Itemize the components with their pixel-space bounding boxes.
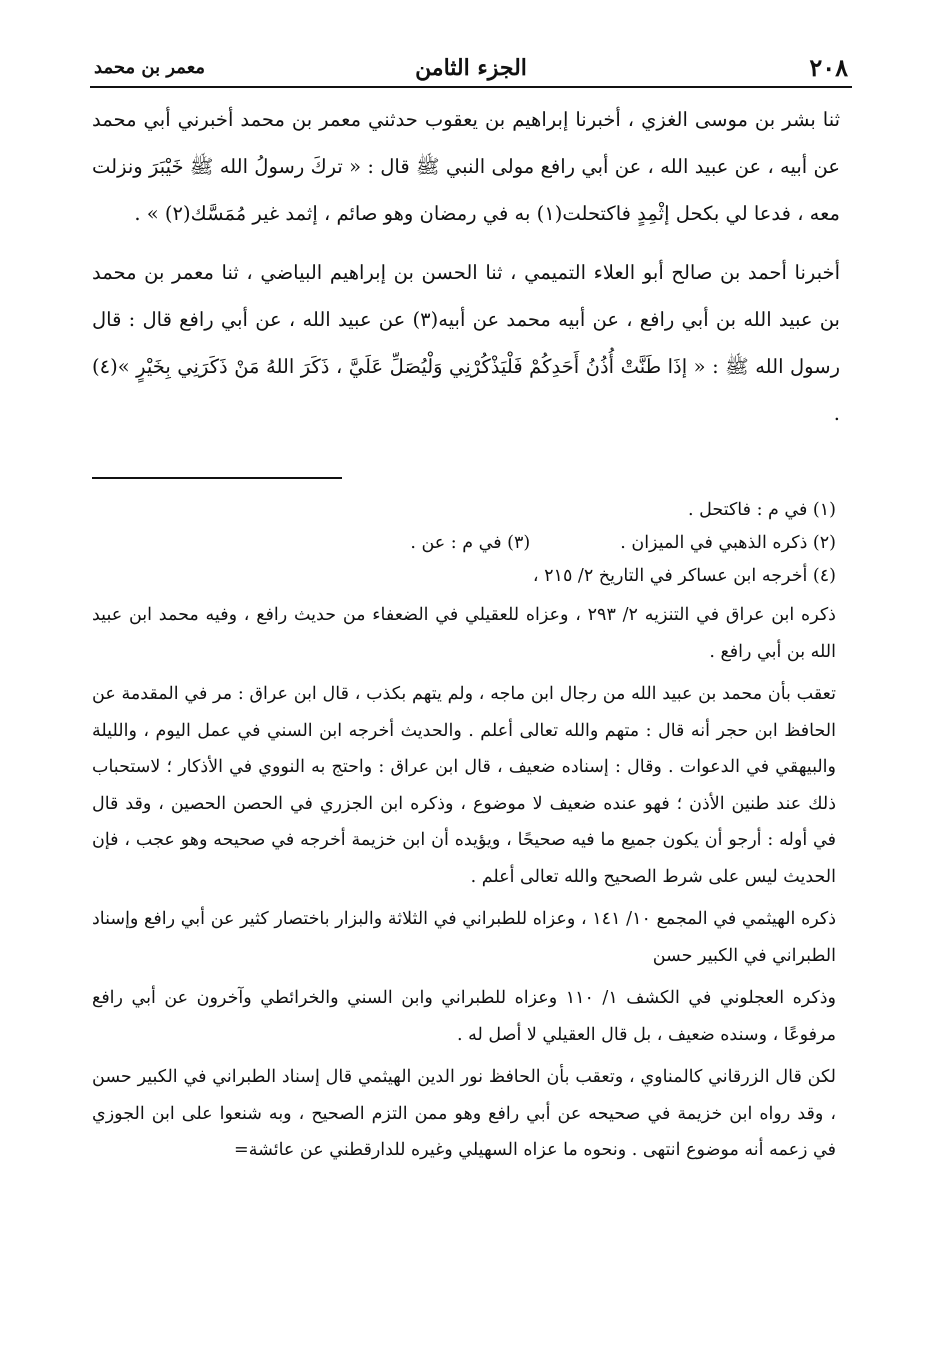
footnote-2: (٢) ذكره الذهبي في الميزان . [620,533,836,553]
footnote-1: (١) في م : فاكتحل . [688,500,836,520]
running-author: معمر بن محمد [94,57,206,78]
main-text [92,96,840,449]
footnote-row-2-3 [92,527,836,560]
part-title: الجزء الثامن [415,55,527,81]
running-header [90,50,852,88]
hadith-paragraph-2: أخبرنا أحمد بن صالح أبو العلاء التميمي ، ثنا الحسن بن إبراهيم البياضي ، ثنا معمر بن محمد بن عبيد الله بن أبي رافع ، عن أبيه محمد عن أبيه(٣) عن عبيد الله ، عن أبي رافع قال : قال رسول الله ﷺ : « إذَا طَنَّتْ أُذُنُ أَحَدِكُمْ فَلْيَذْكُرْنِي وَلْيُصَلِّ عَلَيَّ ، ذَكَرَ اللهُ مَنْ ذَكَرَنِي بِخَيْرٍ »(٤) . [92,261,840,425]
footnote-comment: تعقب بأن محمد بن عبيد الله من رجال ابن ماجه ، ولم يتهم بكذب ، قال ابن عراق : مر في المقدمة عن الحافظ ابن حجر أنه قال : متهم والله تعالى أعلم . والحديث أخرجه ابن السني في عمل اليوم ، والليلة والبيهقي في الدعوات . وقال : إسناده ضعيف ، قال ابن عراق : واحتج به النووي في الأذكار ؛ لاستحباب ذلك عند طنين الأذن ؛ فهو عنده ضعيف لا موضوع ، وذكره ابن الجزري في الحصن الحصين ، وقد قال في أوله : أرجو أن يكون جميع ما فيه صحيحًا ، ويؤيده أن ابن خزيمة أخرجه في صحيحه وهو عجب ، فإن الحديث ليس على شرط الصحيح والله تعالى أعلم . [92,684,836,887]
footnote-comment: ذكره الهيثمي في المجمع ١٠/ ١٤١ ، وعزاه للطبراني في الثلاثة والبزار باختصار كثير عن أبي رافع وإسناد الطبراني في الكبير حسن [92,909,837,966]
hadith-paragraph-1: ثنا بشر بن موسى الغزي ، أخبرنا إبراهيم بن يعقوب حدثني معمر بن محمد أخبرني أبي محمد عن أبيه ، عن عبيد الله ، عن أبي رافع مولى النبي ﷺ قال : « تركَ رسولُ الله ﷺ خَيْبَرَ ونزلت معه ، فدعا لي بكحل إثْمِدٍ فاكتحلت(١) به في رمضان وهو صائم ، إثمد غير مُمَسَّك(٢) » . [92,108,840,225]
footnote-4: (٤) أخرجه ابن عساكر في التاريخ ٢/ ٢١٥ ، [532,566,836,586]
footnote-3: (٣) في م : عن . [410,533,531,553]
footnotes [92,494,836,1175]
page-number: ٢٠٨ [809,53,848,82]
footnote-comment: ذكره ابن عراق في التنزيه ٢/ ٢٩٣ ، وعزاه للعقيلي في الضعفاء من حديث رافع ، وفيه محمد ابن عبيد الله بن أبي رافع . [92,605,836,662]
footnote-divider [92,477,342,479]
footnote-comment: وذكره العجلوني في الكشف ١/ ١١٠ وعزاه للطبراني وابن السني والخرائطي وآخرون عن أبي رافع مرفوعًا ، وسنده ضعيف ، بل قال العقيلي لا أصل له . [92,988,837,1045]
footnote-comment: لكن قال الزرقاني كالمناوي ، وتعقب بأن الحافظ نور الدين الهيثمي قال إسناد الطبراني في الكبير حسن ، وقد رواه ابن خزيمة في صحيحه عن أبي رافع وهو ممن التزم الصحيح ، وبه شنعوا على ابن الجوزي في زعمه أنه موضوع انتهى . ونحوه ما عزاه السهيلي وغيره للدارقطني عن عائشة= [92,1067,836,1160]
